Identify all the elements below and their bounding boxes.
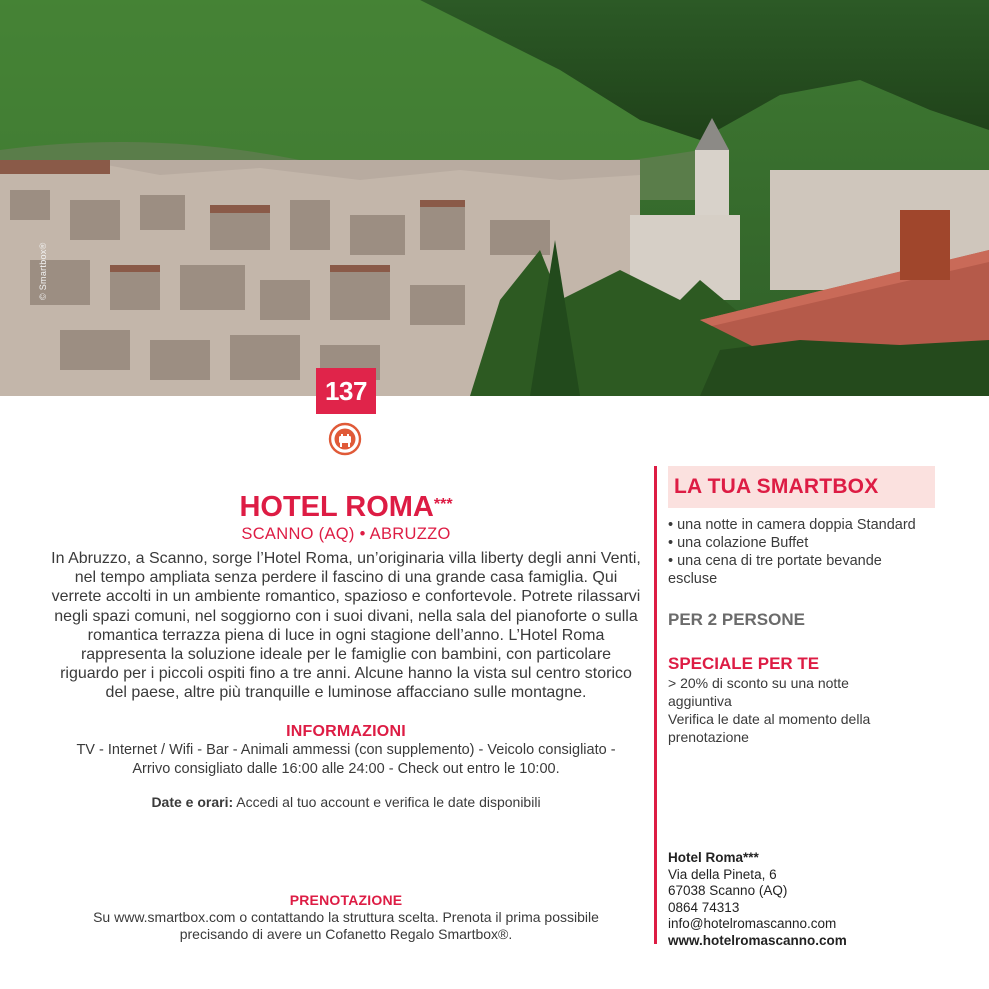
contact-email[interactable]: info@hotelromascanno.com <box>668 916 837 931</box>
hero-photo <box>0 0 989 396</box>
column-divider <box>654 466 657 944</box>
persons-label: PER 2 PERSONE <box>668 610 805 629</box>
list-item: • una cena di tre portate bevande <box>668 553 882 569</box>
booking-section <box>50 892 642 943</box>
hotel-name: HOTEL ROMA <box>239 491 434 523</box>
hotel-stars: *** <box>433 496 453 513</box>
booking-line-1: Su www.smartbox.com o contattando la struttura scelta. Prenota il prima possibile <box>93 909 599 925</box>
dates-label: Date e orari: <box>151 793 234 810</box>
dates-info <box>50 793 642 811</box>
smartbox-items <box>668 516 968 588</box>
list-item: • una colazione Buffet <box>668 535 809 551</box>
info-amenities: TV - Internet / Wifi - Bar - Animali ammessi (con supplemento) - Veicolo consigliato - <box>76 741 616 758</box>
scanno-village-photo <box>0 0 989 396</box>
special-offer <box>668 674 968 746</box>
photo-credit: © Smartbox® <box>38 242 48 300</box>
special-line: Verifica le date al momento della <box>668 711 871 727</box>
info-checkin: Arrivo consigliato dalle 16:00 alle 24:00 - Check out entro le 10:00. <box>132 760 560 777</box>
dates-text: Accedi al tuo account e verifica le date disponibili <box>236 793 541 810</box>
hotel-title <box>50 490 642 524</box>
special-line: aggiuntiva <box>668 693 732 709</box>
main-column <box>50 490 642 811</box>
contact-website[interactable]: www.hotelromascanno.com <box>668 932 847 948</box>
smartbox-sidebar <box>668 466 968 746</box>
contact-name: Hotel Roma*** <box>668 850 759 865</box>
hotel-location: SCANNO (AQ) • ABRUZZO <box>241 525 451 543</box>
smartbox-header <box>668 466 935 508</box>
list-item: • una notte in camera doppia Standard <box>668 517 916 533</box>
booking-heading: PRENOTAZIONE <box>289 892 403 908</box>
contact-block <box>668 850 847 949</box>
booking-line-2: precisando di avere un Cofanetto Regalo Smartbox®. <box>179 926 513 942</box>
contact-phone: 0864 74313 <box>668 899 740 915</box>
special-line: prenotazione <box>668 729 749 745</box>
smartbox-heading: LA TUA SMARTBOX <box>674 475 879 498</box>
special-line: > 20% di sconto su una notte <box>668 675 849 691</box>
hotel-description: In Abruzzo, a Scanno, sorge l’Hotel Roma, un’originaria villa liberty degli anni Venti, nel tempo ampliata senza perdere il fascino di una grande casa famiglia. Qui verrete accolti in un ambiente romantico, spazioso e confortevole. Potrete rilassarvi negli spazi comuni, nel soggiorno con i suoi divani, nella sala del pianoforte o sulla romantica terrazza piena di luce in ogni stagione dell’anno. L’Hotel Roma rappresenta la soluzione ideale per le famiglie con bambini, con particolare riguardo per i piccoli ospiti fino a tre anni. Alcune hanno la vista sul centro storico del paese, altre più tranquille e luminose affacciano sulle montagne. <box>51 550 641 702</box>
special-heading: SPECIALE PER TE <box>668 654 820 673</box>
page-number-badge: 137 <box>316 368 376 414</box>
contact-street: Via della Pineta, 6 <box>668 866 777 882</box>
info-heading: INFORMAZIONI <box>286 722 406 740</box>
dining-icon <box>328 422 362 456</box>
contact-city: 67038 Scanno (AQ) <box>668 883 788 898</box>
list-item: escluse <box>668 571 718 587</box>
